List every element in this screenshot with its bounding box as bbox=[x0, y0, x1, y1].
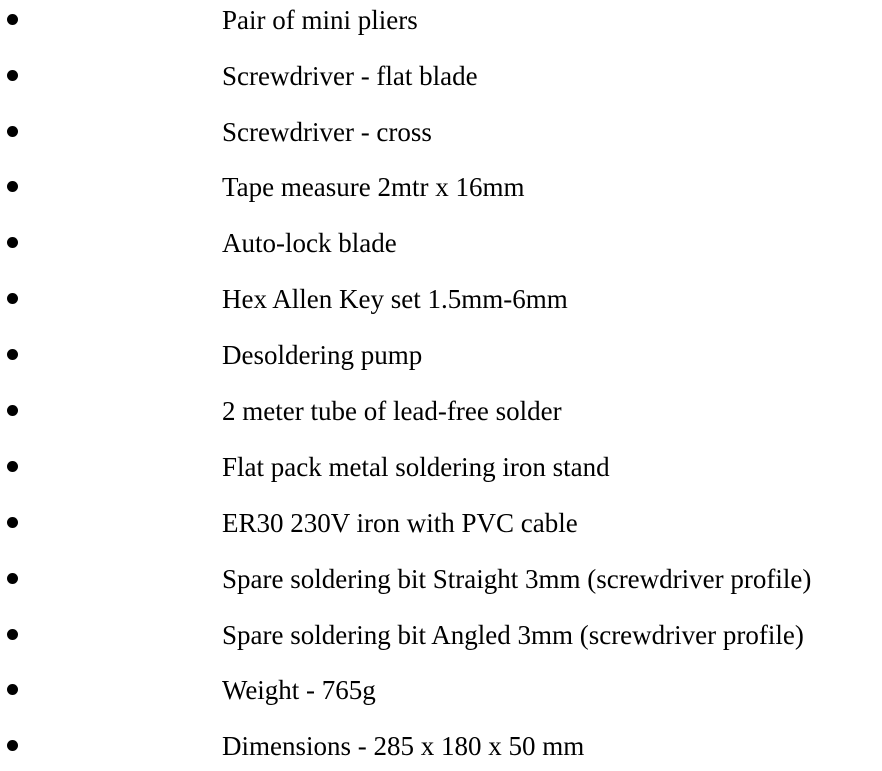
list-item bbox=[0, 559, 882, 599]
list-item bbox=[0, 726, 882, 766]
bullet-icon bbox=[7, 629, 18, 640]
bullet-icon bbox=[7, 126, 18, 137]
list-item-text: Tape measure 2mtr x 16mm bbox=[222, 172, 525, 202]
list-item-text: Spare soldering bit Angled 3mm (screwdriver profile) bbox=[222, 620, 804, 650]
bullet-icon bbox=[7, 405, 18, 416]
list-item bbox=[0, 112, 882, 152]
list-item-text: ER30 230V iron with PVC cable bbox=[222, 508, 578, 538]
list-item bbox=[0, 56, 882, 96]
list-item bbox=[0, 670, 882, 710]
bullet-icon bbox=[7, 740, 18, 751]
bullet-icon bbox=[7, 70, 18, 81]
list-item-text: Auto-lock blade bbox=[222, 228, 397, 258]
list-item-text: Dimensions - 285 x 180 x 50 mm bbox=[222, 731, 585, 761]
list-item bbox=[0, 279, 882, 319]
list-item bbox=[0, 167, 882, 207]
list-item-text: 2 meter tube of lead-free solder bbox=[222, 396, 562, 426]
list-item bbox=[0, 335, 882, 375]
bullet-icon bbox=[7, 517, 18, 528]
bullet-icon bbox=[7, 237, 18, 248]
list-item-text: Spare soldering bit Straight 3mm (screwdriver profile) bbox=[222, 564, 812, 594]
bullet-icon bbox=[7, 14, 18, 25]
list-item-text: Flat pack metal soldering iron stand bbox=[222, 452, 610, 482]
list-item bbox=[0, 391, 882, 431]
list-item-text: Hex Allen Key set 1.5mm-6mm bbox=[222, 284, 568, 314]
bullet-icon bbox=[7, 684, 18, 695]
bullet-icon bbox=[7, 461, 18, 472]
bullet-icon bbox=[7, 349, 18, 360]
bullet-icon bbox=[7, 181, 18, 192]
list-item bbox=[0, 223, 882, 263]
list-item bbox=[0, 503, 882, 543]
list-item-text: Pair of mini pliers bbox=[222, 5, 418, 35]
list-item-text: Desoldering pump bbox=[222, 340, 423, 370]
list-item-text: Screwdriver - cross bbox=[222, 117, 432, 147]
list-item-text: Weight - 765g bbox=[222, 675, 376, 705]
bullet-icon bbox=[7, 573, 18, 584]
list-item bbox=[0, 0, 882, 40]
list-item bbox=[0, 615, 882, 655]
list-item-text: Screwdriver - flat blade bbox=[222, 61, 478, 91]
bullet-icon bbox=[7, 293, 18, 304]
list-item bbox=[0, 447, 882, 487]
